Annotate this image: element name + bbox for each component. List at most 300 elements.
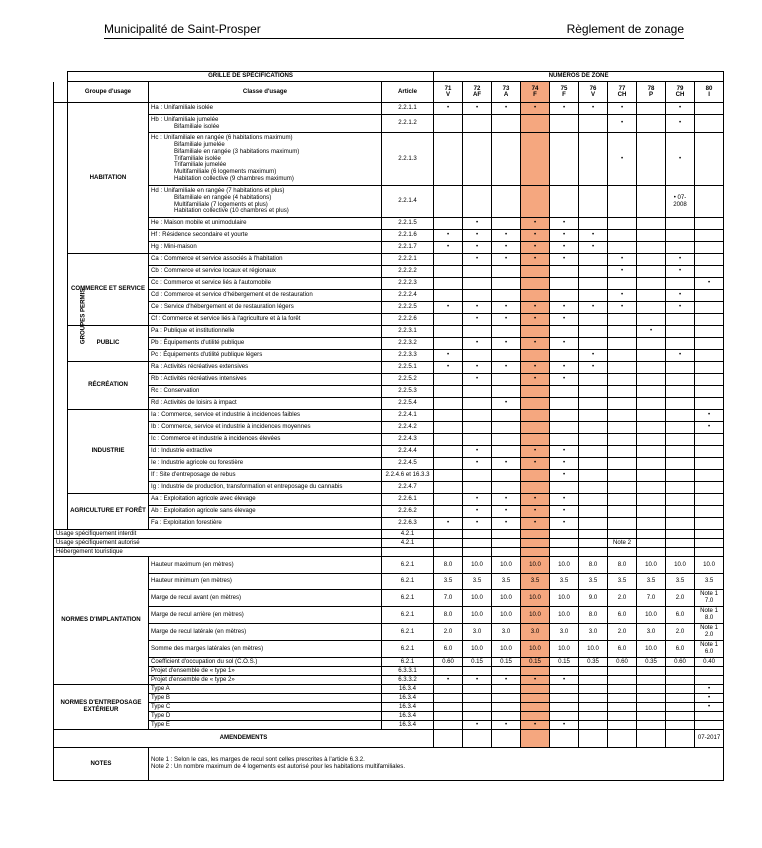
zone-cell: 10.0 (550, 607, 579, 624)
zone-cell (492, 434, 521, 446)
zone-cell (434, 721, 463, 730)
zone-cell: • (463, 721, 492, 730)
article-number: 2.2.2.1 (382, 254, 434, 266)
blank-cell (54, 82, 68, 103)
usage-row (54, 230, 724, 242)
zone-cell (637, 730, 666, 748)
usage-class (149, 422, 382, 434)
norm-label: Projet d'ensemble de « type 2» (149, 676, 382, 685)
zone-cell: 10.0 (550, 641, 579, 658)
article-number: 2.2.1.4 (382, 186, 434, 218)
usage-class (149, 254, 382, 266)
zone-cell (550, 667, 579, 676)
usage-class (149, 470, 382, 482)
zone-cell (434, 422, 463, 434)
zone-cell (666, 314, 695, 326)
zone-cell: 6.0 (666, 607, 695, 624)
zone-cell (608, 278, 637, 290)
usage-class-line: He : Maison mobile et unimodulaire (151, 219, 247, 227)
norm-label: Type E (149, 721, 382, 730)
zone-cell: 3.0 (492, 624, 521, 641)
zone-number: 72 (473, 84, 481, 92)
usage-row (54, 254, 724, 266)
specification-grid (53, 71, 724, 781)
zone-cell: • (492, 398, 521, 410)
zone-cell (550, 186, 579, 218)
zone-code: A (503, 91, 509, 98)
zone-cell (666, 362, 695, 374)
zone-cell (695, 482, 724, 494)
zone-cell (521, 278, 550, 290)
zone-cell (666, 539, 695, 548)
norm-label: Marge de recul avant (en mètres) (149, 590, 382, 607)
zone-cell: 10.0 (521, 641, 550, 658)
zone-cell (695, 290, 724, 302)
zone-code: AF (472, 91, 482, 98)
zone-cell: • (550, 458, 579, 470)
zone-cell (434, 548, 463, 557)
zone-cell (608, 730, 637, 748)
norm-row (54, 658, 724, 667)
zone-cell (608, 230, 637, 242)
zone-cell (637, 314, 666, 326)
usage-row (54, 446, 724, 458)
zone-cell: • (550, 676, 579, 685)
zone-cell (666, 326, 695, 338)
note-line: Note 1 : Selon le cas, les marges de recul sont celles prescrites à l'article 6.3.2. (151, 756, 365, 764)
zone-cell: • (666, 290, 695, 302)
zone-cell: • (463, 518, 492, 530)
zone-cell (695, 506, 724, 518)
zone-cell (608, 494, 637, 506)
article-number: 2.2.4.2 (382, 422, 434, 434)
article-number: 6.3.3.1 (382, 667, 434, 676)
zone-cell (492, 350, 521, 362)
article-number: 16.3.4 (382, 712, 434, 721)
special-label: Usage spécifiquement autorisé (54, 539, 382, 548)
zone-cell (521, 290, 550, 302)
zone-cell (492, 278, 521, 290)
zone-cell: 0.15 (492, 658, 521, 667)
zone-cell (463, 685, 492, 694)
usage-row (54, 470, 724, 482)
zone-cell (492, 115, 521, 133)
zone-cell (550, 266, 579, 278)
usage-row (54, 218, 724, 230)
zone-cell: 3.5 (463, 574, 492, 590)
usage-class (149, 266, 382, 278)
usage-class-line: Hb : Unifamiliale jumelée (151, 115, 219, 123)
zone-header-80 (695, 82, 724, 103)
zone-cell (463, 398, 492, 410)
zone-cell (492, 712, 521, 721)
zone-header-77 (608, 82, 637, 103)
norm-row (54, 641, 724, 658)
article-number: 2.2.2.3 (382, 278, 434, 290)
zone-cell (608, 530, 637, 539)
zone-cell: • (463, 458, 492, 470)
zone-cell (521, 694, 550, 703)
zone-cell (637, 712, 666, 721)
zone-cell: • (463, 103, 492, 115)
zone-cell (434, 482, 463, 494)
zone-cell (695, 362, 724, 374)
zone-cell (550, 410, 579, 422)
zone-cell (608, 694, 637, 703)
zone-cell: • (608, 290, 637, 302)
zone-cell: • (579, 362, 608, 374)
zone-cell (434, 115, 463, 133)
usage-row (54, 266, 724, 278)
zone-cell (608, 667, 637, 676)
zone-cell: 0.40 (695, 658, 724, 667)
usage-class-line: Habitation collective (10 chambres et plus) (174, 207, 289, 215)
zone-cell (579, 676, 608, 685)
zone-cell (666, 506, 695, 518)
zone-cell: 7.0 (434, 590, 463, 607)
norm-label: Marge de recul arrière (en mètres) (149, 607, 382, 624)
zone-cell (695, 548, 724, 557)
zone-cell (608, 350, 637, 362)
zone-cell (550, 133, 579, 186)
usage-row (54, 278, 724, 290)
zone-cell (434, 218, 463, 230)
usage-row (54, 458, 724, 470)
zone-cell (492, 482, 521, 494)
usage-class-line: Bifamiliale en rangée (4 habitations) (174, 193, 272, 201)
header-row-1 (54, 72, 724, 82)
zone-cell (666, 685, 695, 694)
zone-cell (521, 186, 550, 218)
zone-cell: • (492, 494, 521, 506)
zone-cell: Note 1 8.0 (695, 607, 724, 624)
zone-cell (492, 548, 521, 557)
zone-cell (695, 539, 724, 548)
usage-class (149, 410, 382, 422)
zone-cell: • (434, 103, 463, 115)
usage-class-line: Rc : Conservation (151, 387, 200, 395)
zone-cell (608, 422, 637, 434)
usage-class (149, 518, 382, 530)
zone-cell (434, 386, 463, 398)
usage-row (54, 506, 724, 518)
zone-cell (550, 398, 579, 410)
zone-cell (550, 326, 579, 338)
zone-cell (579, 186, 608, 218)
zone-cell (521, 398, 550, 410)
zone-cell (521, 730, 550, 748)
zone-cell: 10.0 (579, 641, 608, 658)
zone-cell: 10.0 (637, 607, 666, 624)
usage-class (149, 242, 382, 254)
usage-class-line: Ia : Commerce, service et industrie à incidences faibles (151, 411, 301, 419)
zone-cell (637, 539, 666, 548)
usage-class-line: Pa : Publique et institutionnelle (151, 327, 235, 335)
zone-cell (695, 712, 724, 721)
zone-cell (695, 398, 724, 410)
zone-cell: 3.5 (637, 574, 666, 590)
zone-cell: • (463, 314, 492, 326)
article-number: 6.2.1 (382, 607, 434, 624)
norm-row (54, 703, 724, 712)
zone-cell: • (550, 374, 579, 386)
zone-cell (608, 506, 637, 518)
usage-class-line: Ha : Unifamiliale isolée (151, 104, 213, 112)
zone-code: P (648, 91, 654, 98)
zone-cell (637, 218, 666, 230)
zone-cell (666, 386, 695, 398)
zone-cell: • (608, 302, 637, 314)
usage-class (149, 326, 382, 338)
norm-label: Type B (149, 694, 382, 703)
zone-cell (666, 703, 695, 712)
usage-class-line: Rb : Activités récréatives intensives (151, 375, 247, 383)
zone-cell (463, 730, 492, 748)
class-column-header: Classe d'usage (149, 82, 382, 103)
zone-cell: 3.5 (695, 574, 724, 590)
zone-cell: • (492, 721, 521, 730)
usage-class-line: Hg : Mini-maison (151, 243, 197, 251)
usage-class-line: Hd : Unifamiliale en rangée (7 habitations et plus) (151, 186, 285, 194)
zone-cell (666, 712, 695, 721)
zone-cell (695, 218, 724, 230)
article-number: 2.2.5.3 (382, 386, 434, 398)
zone-cell (579, 548, 608, 557)
zone-number: 77 (618, 84, 626, 92)
zone-cell (579, 314, 608, 326)
zone-cell (463, 548, 492, 557)
zone-cell: • (521, 494, 550, 506)
article-number: 6.2.1 (382, 574, 434, 590)
zone-cell (695, 374, 724, 386)
zone-cell (463, 694, 492, 703)
zone-cell: • (550, 721, 579, 730)
zone-header-78 (637, 82, 666, 103)
zone-cell (608, 703, 637, 712)
zone-cell (579, 434, 608, 446)
zone-cell (550, 694, 579, 703)
zone-number: 78 (647, 84, 655, 92)
zone-cell (695, 518, 724, 530)
zone-cell (608, 434, 637, 446)
zone-cell (463, 350, 492, 362)
group-name-3: RÉCRÉATION (68, 362, 149, 410)
article-number: 6.2.1 (382, 590, 434, 607)
zone-cell: 3.5 (608, 574, 637, 590)
article-number (382, 548, 434, 557)
article-number: 2.2.4.3 (382, 434, 434, 446)
article-number: 4.2.1 (382, 539, 434, 548)
zone-cell: 10.0 (695, 557, 724, 574)
usage-class-line: Ie : Industrie agricole ou forestière (151, 459, 244, 467)
usage-class-line: Bifamiliale en rangée (3 habitations maximum) (174, 147, 300, 155)
usage-row (54, 290, 724, 302)
norm-label: Somme des marges latérales (en mètres) (149, 641, 382, 658)
zone-cell (492, 470, 521, 482)
usage-class (149, 115, 382, 133)
article-number: 6.3.3.2 (382, 676, 434, 685)
zone-cell: • (550, 470, 579, 482)
usage-class-line: Hf : Résidence secondaire et yourte (151, 231, 248, 239)
zone-cell (550, 703, 579, 712)
usage-class-line: Bifamiliale isolée (174, 122, 220, 130)
zone-cell: • (550, 242, 579, 254)
zone-cell (521, 667, 550, 676)
zone-cell (521, 326, 550, 338)
usage-class-line: Habitation collective (9 chambres maximum) (174, 175, 294, 183)
norm-row (54, 676, 724, 685)
usage-class-line: If : Site d'entreposage de rebus (151, 471, 236, 479)
zone-cell (550, 482, 579, 494)
zone-cell: • (695, 278, 724, 290)
zone-cell (579, 326, 608, 338)
zone-cell (579, 338, 608, 350)
zone-cell: • 07-2008 (666, 186, 695, 218)
usage-row (54, 242, 724, 254)
zone-cell: • (463, 374, 492, 386)
zone-cell: 8.0 (579, 607, 608, 624)
usage-class-line: Ce : Service d'hébergement et de restauration légers (151, 303, 294, 311)
article-number: 2.2.6.3 (382, 518, 434, 530)
zone-cell (463, 410, 492, 422)
zone-cell (434, 290, 463, 302)
zone-cell (666, 278, 695, 290)
article-number: 2.2.3.3 (382, 350, 434, 362)
usage-row (54, 362, 724, 374)
zone-cell (463, 115, 492, 133)
zone-cell: 10.0 (463, 590, 492, 607)
zone-cell (579, 518, 608, 530)
zone-cell: 10.0 (463, 641, 492, 658)
norm-row (54, 607, 724, 624)
zone-cell (666, 242, 695, 254)
zone-cell (637, 398, 666, 410)
zone-header-71 (434, 82, 463, 103)
zone-cell (521, 422, 550, 434)
zone-cell (579, 398, 608, 410)
zone-cell (492, 694, 521, 703)
zone-cell: • (550, 494, 579, 506)
usage-class (149, 186, 382, 218)
zone-cell: 2.0 (666, 624, 695, 641)
zone-cell: • (434, 230, 463, 242)
zone-cell: • (463, 362, 492, 374)
usage-class-line: Trifamiliale jumelée (174, 161, 227, 169)
zone-cell (637, 518, 666, 530)
zone-cell: • (521, 314, 550, 326)
article-number: 2.2.1.2 (382, 115, 434, 133)
usage-row (54, 386, 724, 398)
article-number: 2.2.1.3 (382, 133, 434, 186)
zone-cell: • (463, 254, 492, 266)
group-name-2: PUBLIC (68, 326, 149, 362)
zone-cell (666, 458, 695, 470)
zone-cell (579, 218, 608, 230)
zone-cell (550, 350, 579, 362)
zone-cell (579, 458, 608, 470)
zone-cell: • (434, 362, 463, 374)
usage-class-line: Pb : Équipements d'utilité publique (151, 339, 245, 347)
zone-cell (521, 133, 550, 186)
zone-cell: 0.15 (550, 658, 579, 667)
usage-class-line: Trifamiliale isolée (174, 154, 221, 162)
zone-cell (695, 338, 724, 350)
usage-row (54, 410, 724, 422)
zone-cell (463, 712, 492, 721)
zone-cell: 10.0 (521, 607, 550, 624)
zone-cell (666, 694, 695, 703)
zone-header-74 (521, 82, 550, 103)
zone-cell (434, 374, 463, 386)
zone-cell (492, 685, 521, 694)
zone-cell: • (666, 103, 695, 115)
zone-cell (521, 712, 550, 721)
zone-cell (666, 434, 695, 446)
zone-cell (434, 186, 463, 218)
zone-cell: • (608, 115, 637, 133)
zone-cell (463, 434, 492, 446)
article-number: 2.2.2.6 (382, 314, 434, 326)
zone-cell (608, 386, 637, 398)
usage-row (54, 115, 724, 133)
zone-cell (521, 266, 550, 278)
zone-cell (463, 266, 492, 278)
zone-cell: • (550, 446, 579, 458)
special-row (54, 548, 724, 557)
zone-cell: • (579, 242, 608, 254)
zone-cell: • (521, 518, 550, 530)
zone-cell (521, 539, 550, 548)
zone-code: F (562, 91, 566, 98)
zone-cell (550, 434, 579, 446)
article-number: 2.2.4.6 et 16.3.3 (382, 470, 434, 482)
zone-cell (637, 302, 666, 314)
zone-cell: • (637, 326, 666, 338)
zone-cell: • (550, 506, 579, 518)
section-name: NORMES D'ENTREPOSAGE EXTÉRIEUR (54, 685, 149, 730)
zone-cell (608, 446, 637, 458)
zone-cell (637, 350, 666, 362)
zone-cell (695, 115, 724, 133)
zone-cell: 6.0 (666, 641, 695, 658)
usage-row (54, 338, 724, 350)
zone-cell (579, 539, 608, 548)
zone-cell: 2.0 (608, 624, 637, 641)
zone-cell (608, 326, 637, 338)
zone-cell (695, 470, 724, 482)
article-number: 2.2.1.7 (382, 242, 434, 254)
zone-cell: • (695, 694, 724, 703)
zone-cell (579, 703, 608, 712)
zone-cell: • (521, 254, 550, 266)
zone-cell (579, 446, 608, 458)
zone-cell (637, 548, 666, 557)
zone-cell (695, 434, 724, 446)
zone-cell (695, 103, 724, 115)
zone-cell (579, 254, 608, 266)
article-number: 2.2.6.1 (382, 494, 434, 506)
zone-cell (666, 548, 695, 557)
zone-cell: 10.0 (550, 557, 579, 574)
article-number: 2.2.4.1 (382, 410, 434, 422)
zone-cell (579, 266, 608, 278)
zone-cell (579, 115, 608, 133)
usage-class (149, 482, 382, 494)
article-number: 2.2.3.2 (382, 338, 434, 350)
zone-cell (579, 374, 608, 386)
zone-cell (434, 278, 463, 290)
zone-cell: • (492, 242, 521, 254)
